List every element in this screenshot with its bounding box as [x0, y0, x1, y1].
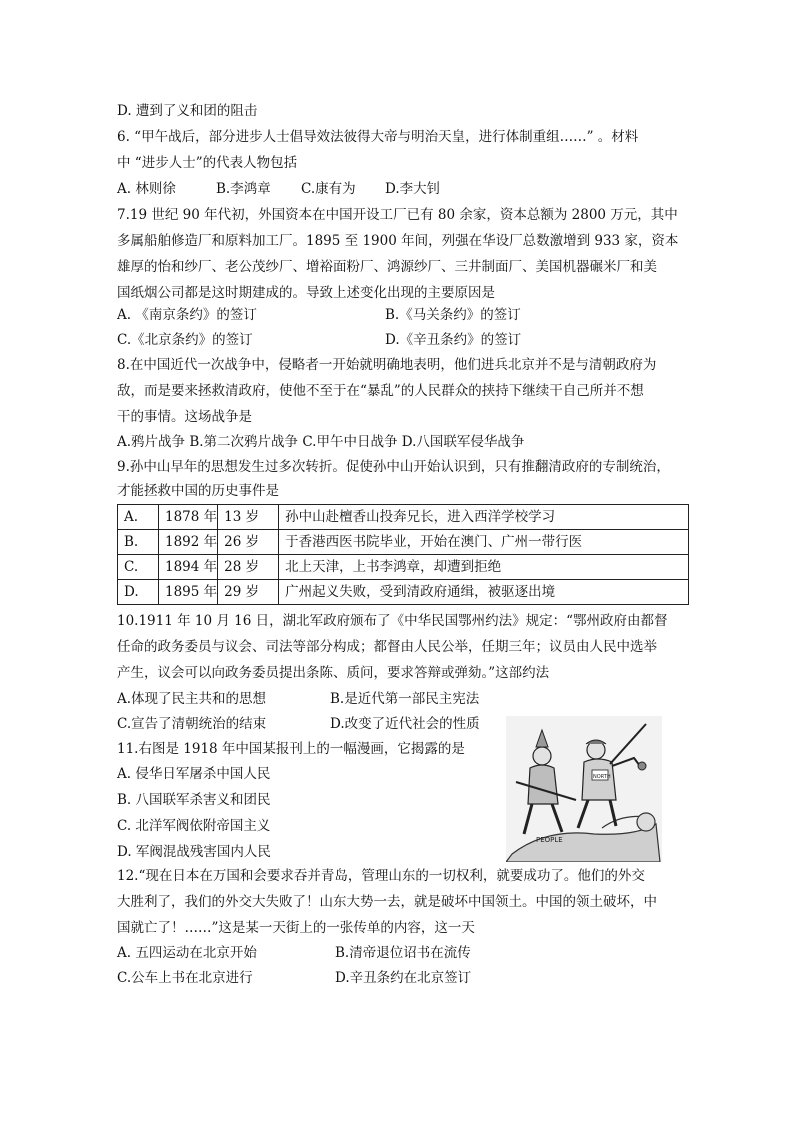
question-9-table: [117, 504, 689, 605]
question-7-stem-line-3: 雄厚的怡和纱厂、老公茂纱厂、增裕面粉厂、鸿源纱厂、三井制面厂、美国机器碾米厂和美: [117, 259, 657, 275]
question-5-option-d: D. 遭到了义和团的阻击: [117, 103, 258, 119]
table-cell: 1894 年: [159, 555, 218, 580]
table-cell: A.: [118, 505, 159, 530]
question-8-stem-line-2: 敌，而是要来拯救清政府，使他不至于在“暴乱”的人民群众的挟持下继续干自己所并不想: [117, 383, 644, 399]
question-12-stem-line-2: 大胜利了，我们的外交大失败了！山东大势一去，就是破坏中国领土。中国的领土破坏，中: [117, 894, 657, 910]
table-cell: 1895 年: [159, 580, 218, 605]
question-10-stem-line-2: 任命的政务委员与议会、司法等部分构成；都督由人民公举，任期三年；议员由人民中选举: [117, 639, 657, 655]
question-10-option-a: A.体现了民主共和的思想: [117, 691, 267, 707]
question-10-stem-line-3: 产生，议会可以向政务委员提出条陈、质问，要求答辩或弹劾。”这部约法: [117, 665, 550, 681]
question-12-stem-line-3: 国就亡了！……”这是某一天街上的一张传单的内容，这一天: [117, 920, 475, 936]
political-cartoon-image: [506, 716, 662, 862]
question-12-stem-line-1: 12.“现在日本在万国和会要求吞并青岛，管理山东的一切权利，就要成功了。他们的外交: [117, 868, 645, 884]
table-cell: D.: [118, 580, 159, 605]
table-row: [118, 530, 689, 555]
question-12-option-d: D.辛丑条约在北京签订: [335, 970, 472, 986]
question-10-stem-line-1: 10.1911 年 10 月 16 日，湖北军政府颁布了《中华民国鄂州约法》规定：“鄂州政府由都督: [117, 613, 668, 629]
question-11-option-a: A. 侵华日军屠杀中国人民: [117, 766, 271, 782]
table-cell: B.: [118, 530, 159, 555]
question-7-stem-line-4: 国纸烟公司都是这时期建成的。导致上述变化出现的主要原因是: [117, 285, 495, 301]
table-cell: 广州起义失败，受到清政府通缉，被驱逐出境: [279, 580, 689, 605]
question-8-stem-line-1: 8.在中国近代一次战争中，侵略者一开始就明确地表明，他们进兵北京并不是与清朝政府为: [117, 357, 657, 373]
question-12-option-a: A. 五四运动在北京开始: [117, 945, 257, 961]
question-7-option-b: B.《马关条约》的签订: [385, 307, 521, 323]
question-7-stem-line-2: 多属船舶修造厂和原料加工厂。1895 至 1900 年间，列强在华设厂总数激增到 933 家，资本: [117, 233, 679, 249]
table-cell: 北上天津，上书李鸿章，却遭到拒绝: [279, 555, 689, 580]
question-6-option-a: A. 林则徐: [117, 181, 176, 197]
question-9-stem-line-2: 才能拯救中国的历史事件是: [117, 483, 279, 499]
table-row: [118, 580, 689, 605]
question-6-option-d: D.李大钊: [385, 181, 441, 197]
table-cell: 29 岁: [218, 580, 279, 605]
question-12-option-b: B.清帝退位诏书在流传: [335, 945, 471, 961]
table-cell: 26 岁: [218, 530, 279, 555]
question-6-option-b: B.李鸿章: [216, 181, 271, 197]
table-cell: 1878 年: [159, 505, 218, 530]
question-6-stem-line-2: 中 “进步人士”的代表人物包括: [117, 155, 298, 171]
question-12-option-c: C.公车上书在北京进行: [117, 970, 253, 986]
question-7-stem-line-1: 7.19 世纪 90 年代初，外国资本在中国开设工厂已有 80 余家，资本总额为 2800 万元，其中: [117, 207, 678, 223]
question-8-options: A.鸦片战争 B.第二次鸦片战争 C.甲午中日战争 D.八国联军侵华战争: [117, 434, 525, 450]
question-7-option-a: A. 《南京条约》的签订: [117, 307, 257, 323]
question-10-option-c: C.宣告了清朝统治的结束: [117, 716, 267, 732]
question-11-stem: 11.右图是 1918 年中国某报刊上的一幅漫画，它揭露的是: [117, 741, 465, 757]
question-7-option-c: C.《北京条约》的签订: [117, 332, 253, 348]
cartoon-illustration: [506, 716, 662, 862]
question-6-option-c: C.康有为: [301, 181, 356, 197]
table-cell: 13 岁: [218, 505, 279, 530]
table-cell: 1892 年: [159, 530, 218, 555]
table-cell: 28 岁: [218, 555, 279, 580]
question-10-option-b: B.是近代第一部民主宪法: [330, 691, 480, 707]
table-cell: C.: [118, 555, 159, 580]
question-11-option-c: C. 北洋军阀依附帝国主义: [117, 818, 271, 834]
table-cell: 孙中山赴檀香山投奔兄长，进入西洋学校学习: [279, 505, 689, 530]
question-7-option-d: D.《辛丑条约》的签订: [385, 332, 522, 348]
question-11-option-d: D. 军阀混战残害国内人民: [117, 844, 271, 860]
question-10-option-d: D.改变了近代社会的性质: [330, 716, 480, 732]
cartoon-label-people: PEOPLE: [536, 836, 563, 844]
table-cell: 于香港西医书院毕业，开始在澳门、广州一带行医: [279, 530, 689, 555]
question-8-stem-line-3: 干的事情。这场战争是: [117, 409, 252, 425]
table-row: [118, 505, 689, 530]
cartoon-label-north: NORTH: [593, 774, 611, 780]
question-9-stem-line-1: 9.孙中山早年的思想发生过多次转折。促使孙中山开始认识到，只有推翻清政府的专制统治，: [117, 459, 670, 475]
question-6-stem-line-1: 6. “甲午战后，部分进步人士倡导效法彼得大帝与明治天皇，进行体制重组……” 。材料: [117, 129, 639, 145]
table-row: [118, 555, 689, 580]
question-11-option-b: B. 八国联军杀害义和团民: [117, 792, 271, 808]
